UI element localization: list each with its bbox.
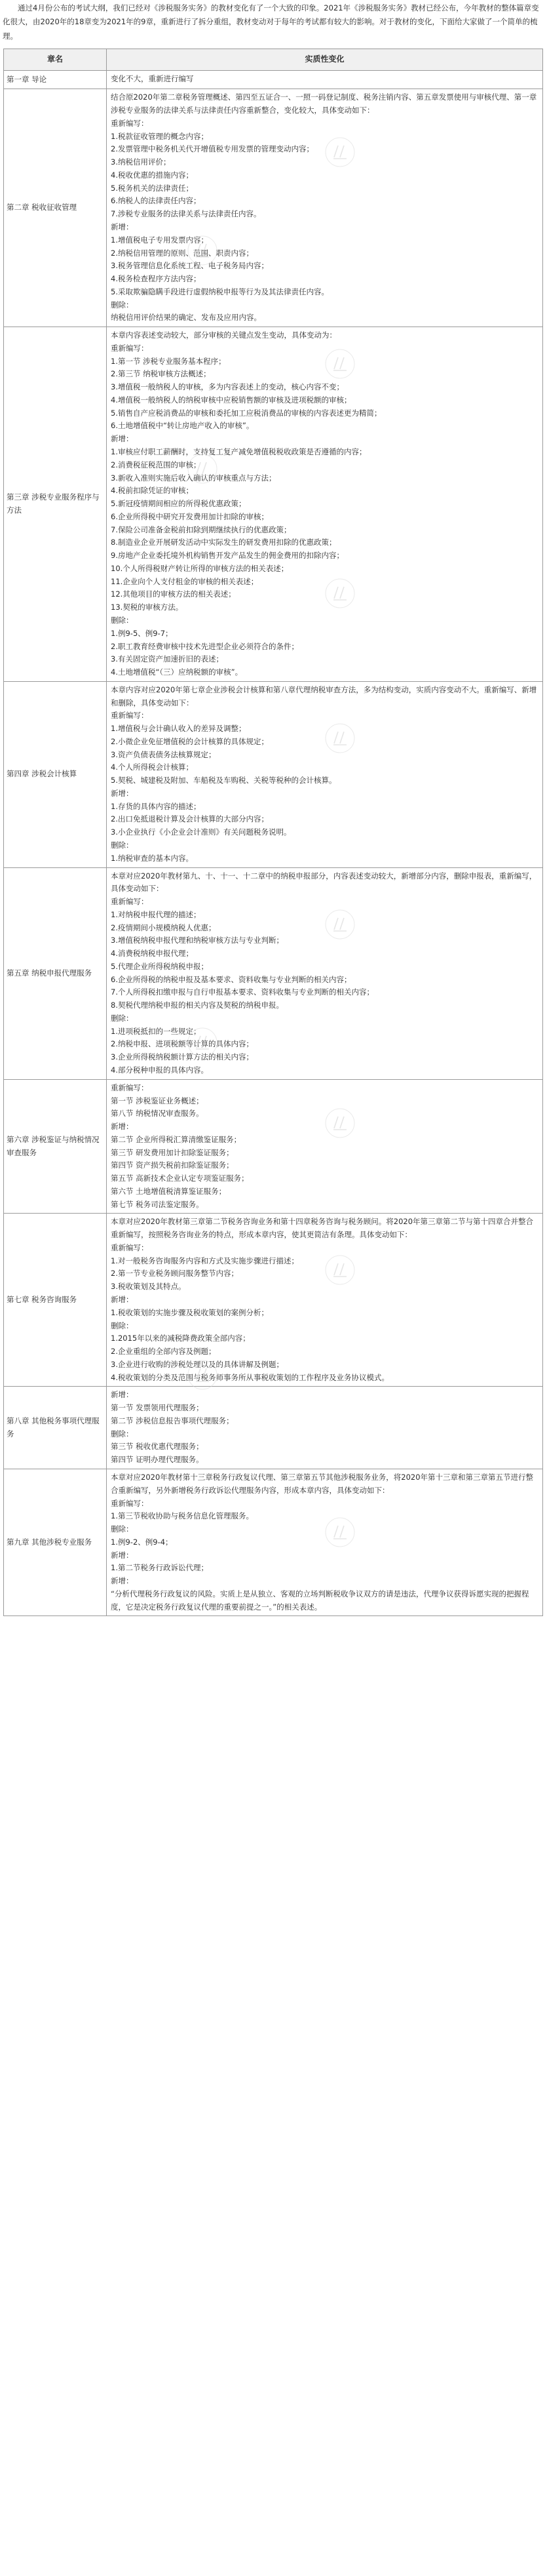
change-line: 3.小企业执行《小企业会计准则》有关问题税务说明。 bbox=[111, 827, 292, 837]
change-line: 4.部分税种申报的具体内容。 bbox=[111, 1065, 208, 1075]
chapter-name-cell: 第四章 涉税会计核算 bbox=[4, 681, 107, 867]
change-line: 新增： bbox=[111, 1295, 134, 1305]
chapter-name-cell: 第九章 其他涉税专业服务 bbox=[4, 1469, 107, 1615]
change-line: 5.税务机关的法律责任； bbox=[111, 183, 193, 193]
change-line: 12.其他项目的审核方法的相关表述； bbox=[111, 589, 236, 599]
change-line: 4.土地增值税“（三）应纳税额的审核”。 bbox=[111, 667, 243, 677]
change-line: 5.新冠疫情期间相应的所得税优惠政策； bbox=[111, 499, 246, 509]
change-line: 2.纳税信用管理的原则、范围、职责内容； bbox=[111, 248, 254, 258]
change-line: 本章对应2020年教材第十三章税务行政复议代理、第三章第五节其他涉税服务业务，将2020年第十三章和第三章第五节进行整合重新编写，另外新增税务行政诉讼代理服务内容，形成本章内容，具体变动如下： bbox=[111, 1472, 534, 1495]
change-line: 2.第三节 纳税审核方法概述； bbox=[111, 369, 211, 379]
change-line: “分析代理税务行政复议的风险。实质上是从独立、客观的立场判断税收争议双方的请是违法，代理争议获得诉愿实现的把握程度，它是决定税务行政复议代理的重要前提之一。”的相关表述。 bbox=[111, 1589, 529, 1612]
change-line: 删除： bbox=[111, 1429, 134, 1438]
change-line: 1.纳税审查的基本内容。 bbox=[111, 853, 193, 863]
change-line: 1.增值税与会计确认收入的差异及调整； bbox=[111, 724, 246, 734]
change-line: 7.保险公司准备金税前扣除到期继续执行的优惠政策； bbox=[111, 525, 292, 534]
change-line: 8.制造业企业开展研发活动中实际发生的研发费用扣除的优惠政策； bbox=[111, 538, 337, 547]
change-line: 2.消费税征税范围的审核； bbox=[111, 460, 201, 469]
change-line: 13.契税的审核方法。 bbox=[111, 603, 183, 612]
change-line: 第五节 高新技术企业认定专项鉴证服务； bbox=[111, 1174, 249, 1183]
change-line: 7.个人所得税扣缴申报与自行申报基本要求、资料收集与专业判断的相关内容； bbox=[111, 987, 374, 997]
change-line: 重新编写： bbox=[111, 343, 149, 353]
table-row bbox=[4, 89, 543, 327]
change-line: 新增： bbox=[111, 1122, 134, 1132]
change-details-cell bbox=[107, 1079, 543, 1214]
change-line: 6.纳税人的法律责任内容； bbox=[111, 196, 201, 206]
change-line: 新增： bbox=[111, 222, 134, 231]
change-line: 3.有关固定资产加速折旧的表述； bbox=[111, 654, 223, 664]
change-line: 新增： bbox=[111, 1390, 134, 1400]
change-line: 1.税款征收管理的概念内容； bbox=[111, 131, 208, 141]
change-line: 删除： bbox=[111, 300, 134, 309]
change-line: 重新编写： bbox=[111, 1082, 149, 1092]
change-line: 第二节 涉税信息报告事项代理服务； bbox=[111, 1416, 234, 1425]
chapter-name-cell: 第二章 税收征收管理 bbox=[4, 89, 107, 327]
changes-table bbox=[3, 49, 543, 1617]
change-line: 5.代理企业所得税纳税申报； bbox=[111, 961, 208, 971]
change-line: 本章内容对应2020年第七章企业涉税会计核算和第八章代理纳税审查方法，多为结构变动，实质内容变动不大。重新编写、新增和删除，具体变动如下： bbox=[111, 684, 537, 707]
chapter-name-cell: 第三章 涉税专业服务程序与方法 bbox=[4, 327, 107, 682]
change-line: 重新编写： bbox=[111, 897, 149, 907]
change-line: 2.出口免抵退税计算及会计核算的大部分内容； bbox=[111, 814, 269, 824]
column-header-changes: 实质性变化 bbox=[107, 49, 543, 70]
change-line: 5.销售自产应税消费品的审核和委托加工应税消费品的审核的内容表述更为精简； bbox=[111, 408, 382, 418]
table-row bbox=[4, 1079, 543, 1214]
change-line: 第七节 税务司法鉴定服务。 bbox=[111, 1199, 204, 1209]
change-line: 4.税收优惠的措施内容； bbox=[111, 170, 193, 180]
change-line: 3.税务管理信息化系统工程、电子税务局内容； bbox=[111, 261, 269, 271]
table-row bbox=[4, 1387, 543, 1469]
table-header-row bbox=[4, 49, 543, 70]
change-line: 1.例9-2、例9-4； bbox=[111, 1537, 173, 1547]
change-line: 3.企业进行收购的涉税处理以及的具体讲解及例题； bbox=[111, 1359, 284, 1369]
change-line: 2.纳税申报、进项税额等计算的具体内容； bbox=[111, 1039, 254, 1049]
intro-paragraph: 通过4月份公布的考试大纲，我们已经对《涉税服务实务》的教材变化有了一个大致的印象。2021年《涉税服务实务》教材已经公布，今年教材的整体篇章变化很大，由2020年的18章变为2021年的9章，重新进行了拆分重组，教材变动对于每年的考试都有较大的影响。对于教材的变化，下面给大家做了一个简单的梳理。 bbox=[3, 3, 539, 41]
change-details-cell bbox=[107, 681, 543, 867]
change-line: 1.2015年以来的减税降费政策全部内容； bbox=[111, 1334, 250, 1343]
change-line: 第一节 涉税鉴证业务概述； bbox=[111, 1096, 204, 1105]
table-row bbox=[4, 681, 543, 867]
change-line: 2.第一节专业税务顾问服务整节内容； bbox=[111, 1269, 238, 1278]
change-line: 删除： bbox=[111, 840, 134, 850]
change-line: 5.契税、城建税及附加、车船税及车购税、关税等税种的会计核算。 bbox=[111, 776, 337, 785]
change-line: 纳税信用评价结果的确定、发布及应用内容。 bbox=[111, 313, 261, 323]
change-line: 新增： bbox=[111, 434, 134, 444]
change-line: 4.税前扣除凭证的审核； bbox=[111, 486, 193, 496]
change-line: 2.发票管理中税务机关代开增值税专用发票的管理变动内容； bbox=[111, 144, 314, 154]
change-line: 删除： bbox=[111, 615, 134, 625]
change-details-cell bbox=[107, 867, 543, 1079]
change-line: 2.职工教育经费审核中技术先进型企业必须符合的条件； bbox=[111, 641, 299, 651]
change-line: 5.采取欺骗隐瞒手段进行虚假纳税申报等行为及其法律责任内容。 bbox=[111, 287, 329, 296]
change-line: 第二节 企业所得税汇算清缴鉴证服务； bbox=[111, 1134, 242, 1144]
chapter-name-cell: 第八章 其他税务事项代理服务 bbox=[4, 1387, 107, 1469]
column-header-chapter: 章名 bbox=[4, 49, 107, 70]
table-row bbox=[4, 1214, 543, 1387]
change-line: 3.新收入准则实施后收入确认的审核重点与方法； bbox=[111, 473, 276, 483]
change-line: 本章对应2020年教材第九、十、十一、十二章中的纳税申报部分，内容表述变动较大，新增部分内容，删除申报表，重新编写，具体变动如下： bbox=[111, 871, 537, 894]
change-line: 第六节 土地增值税清算鉴证服务； bbox=[111, 1186, 227, 1196]
change-line: 第四节 证明办理代理服务。 bbox=[111, 1455, 204, 1465]
change-line: 4.消费税纳税申报代理； bbox=[111, 949, 193, 959]
change-line: 重新编写： bbox=[111, 1498, 149, 1508]
change-line: 7.涉税专业服务的法律关系与法律责任内容。 bbox=[111, 209, 261, 219]
change-line: 1.第二节税务行政诉讼代理； bbox=[111, 1563, 208, 1573]
change-details-cell bbox=[107, 70, 543, 89]
change-line: 4.税务检查程序方法内容； bbox=[111, 274, 201, 284]
change-line: 重新编写： bbox=[111, 711, 149, 721]
chapter-name-cell: 第七章 税务咨询服务 bbox=[4, 1214, 107, 1387]
change-line: 第三节 研发费用加计扣除鉴证服务； bbox=[111, 1147, 234, 1157]
change-line: 新增： bbox=[111, 1576, 134, 1586]
change-line: 8.契税代理纳税申报的相关内容及契税的纳税申报。 bbox=[111, 1001, 284, 1010]
change-line: 第三节 税收优惠代理服务； bbox=[111, 1442, 204, 1452]
change-line: 1.第一节 涉税专业服务基本程序； bbox=[111, 356, 226, 366]
change-line: 2.小微企业免征增值税的会计核算的具体规定； bbox=[111, 736, 269, 746]
change-line: 4.个人所得税会计核算； bbox=[111, 763, 193, 772]
change-line: 3.增值税一般纳税人的审核，多为内容表述上的变动，核心内容不变； bbox=[111, 382, 344, 392]
change-line: 4.税收策划的分类及范围与税务师事务所从事税收策划的工作程序及业务协议模式。 bbox=[111, 1372, 389, 1382]
change-line: 6.企业所得税中研究开发费用加计扣除的审核； bbox=[111, 511, 269, 521]
change-line: 1.审核应付职工薪酬时，支持复工复产减免增值税税收政策是否遵循的内容； bbox=[111, 447, 367, 457]
change-line: 2.疫情期间小规模纳税人优惠； bbox=[111, 922, 216, 932]
change-line: 本章对应2020年教材第三章第二节税务咨询业务和第十四章税务咨询与税务顾问。将2020年第三章第二节与第十四章合并整合重新编写，按照税务咨询业务的特点，形成本章内容，使其更简洁有条理。具体变动如下： bbox=[111, 1217, 534, 1240]
change-line: 变化不大，重新进行编写 bbox=[111, 73, 194, 83]
change-line: 1.增值税电子专用发票内容； bbox=[111, 235, 208, 245]
change-line: 11.企业向个人支付租金的审核的相关表述； bbox=[111, 576, 259, 586]
change-line: 6.土地增值税中“转让房地产收入的审核”。 bbox=[111, 421, 254, 431]
change-line: 重新编写： bbox=[111, 1242, 149, 1252]
change-line: 1.对纳税申报代理的描述； bbox=[111, 909, 201, 919]
change-details-cell bbox=[107, 327, 543, 682]
change-details-cell bbox=[107, 89, 543, 327]
change-line: 9.房地产企业委托境外机构销售开发产品发生的佣金费用的扣除内容； bbox=[111, 551, 344, 561]
table-row bbox=[4, 867, 543, 1079]
change-line: 第四节 资产损失税前扣除鉴证服务； bbox=[111, 1160, 234, 1170]
change-line: 删除： bbox=[111, 1320, 134, 1330]
change-line: 1.第三节税收协助与税务信息化管理服务。 bbox=[111, 1511, 254, 1521]
change-line: 本章内容表述变动较大，部分审核的关键点发生变动，具体变动为： bbox=[111, 330, 337, 340]
chapter-name-cell: 第一章 导论 bbox=[4, 70, 107, 89]
change-line: 删除： bbox=[111, 1524, 134, 1534]
table-row bbox=[4, 327, 543, 682]
change-line: 6.企业所得税的纳税申报及基本要求、资料收集与专业判断的相关内容； bbox=[111, 974, 352, 984]
change-line: 1.税收策划的实施步骤及税收策划的案例分析； bbox=[111, 1307, 269, 1317]
change-line: 3.增值税纳税申报代理和纳税审核方法与专业判断； bbox=[111, 936, 284, 945]
change-line: 1.例9-5、例9-7； bbox=[111, 628, 173, 638]
change-line: 4.增值税一般纳税人的纳税审核中应税销售额的审核及进项税额的审核； bbox=[111, 395, 352, 405]
change-details-cell bbox=[107, 1387, 543, 1469]
change-line: 新增： bbox=[111, 1550, 134, 1560]
change-line: 3.税收策划及其特点。 bbox=[111, 1282, 186, 1292]
chapter-name-cell: 第五章 纳税申报代理服务 bbox=[4, 867, 107, 1079]
change-line: 重新编写： bbox=[111, 118, 149, 128]
change-line: 2.企业重组的全部内容及例题； bbox=[111, 1347, 216, 1357]
table-row bbox=[4, 70, 543, 89]
change-details-cell bbox=[107, 1469, 543, 1615]
change-line: 第八节 纳税情况审查服务。 bbox=[111, 1109, 204, 1119]
chapter-name-cell: 第六章 涉税鉴证与纳税情况审查服务 bbox=[4, 1079, 107, 1214]
table-row bbox=[4, 1469, 543, 1615]
change-line: 新增： bbox=[111, 788, 134, 798]
change-line: 第一节 发票领用代理服务； bbox=[111, 1403, 204, 1413]
change-line: 3.企业所得税纳税额计算方法的相关内容； bbox=[111, 1052, 254, 1062]
change-details-cell bbox=[107, 1214, 543, 1387]
change-line: 1.存货的具体内容的描述； bbox=[111, 801, 201, 811]
change-line: 3.纳税信用评价； bbox=[111, 157, 171, 167]
change-line: 10.个人所得税财产转让所得的审核方法的相关表述； bbox=[111, 563, 289, 573]
change-line: 3.资产负债表债务法核算规定； bbox=[111, 749, 216, 759]
change-line: 1.进项税抵扣的一些规定； bbox=[111, 1026, 201, 1036]
change-line: 结合原2020年第二章税务管理概述、第四至五证合一、一照一码登记制度、税务注销内容、第五章发票使用与审核代理、第一章涉税专业服务的法律关系与法律责任内容重新整合，变化较大，具体变动如下： bbox=[111, 92, 537, 115]
change-line: 删除： bbox=[111, 1013, 134, 1023]
change-line: 1.对一般税务咨询服务内容和方式及实施步骤进行描述； bbox=[111, 1256, 299, 1265]
table-body bbox=[4, 70, 543, 1616]
